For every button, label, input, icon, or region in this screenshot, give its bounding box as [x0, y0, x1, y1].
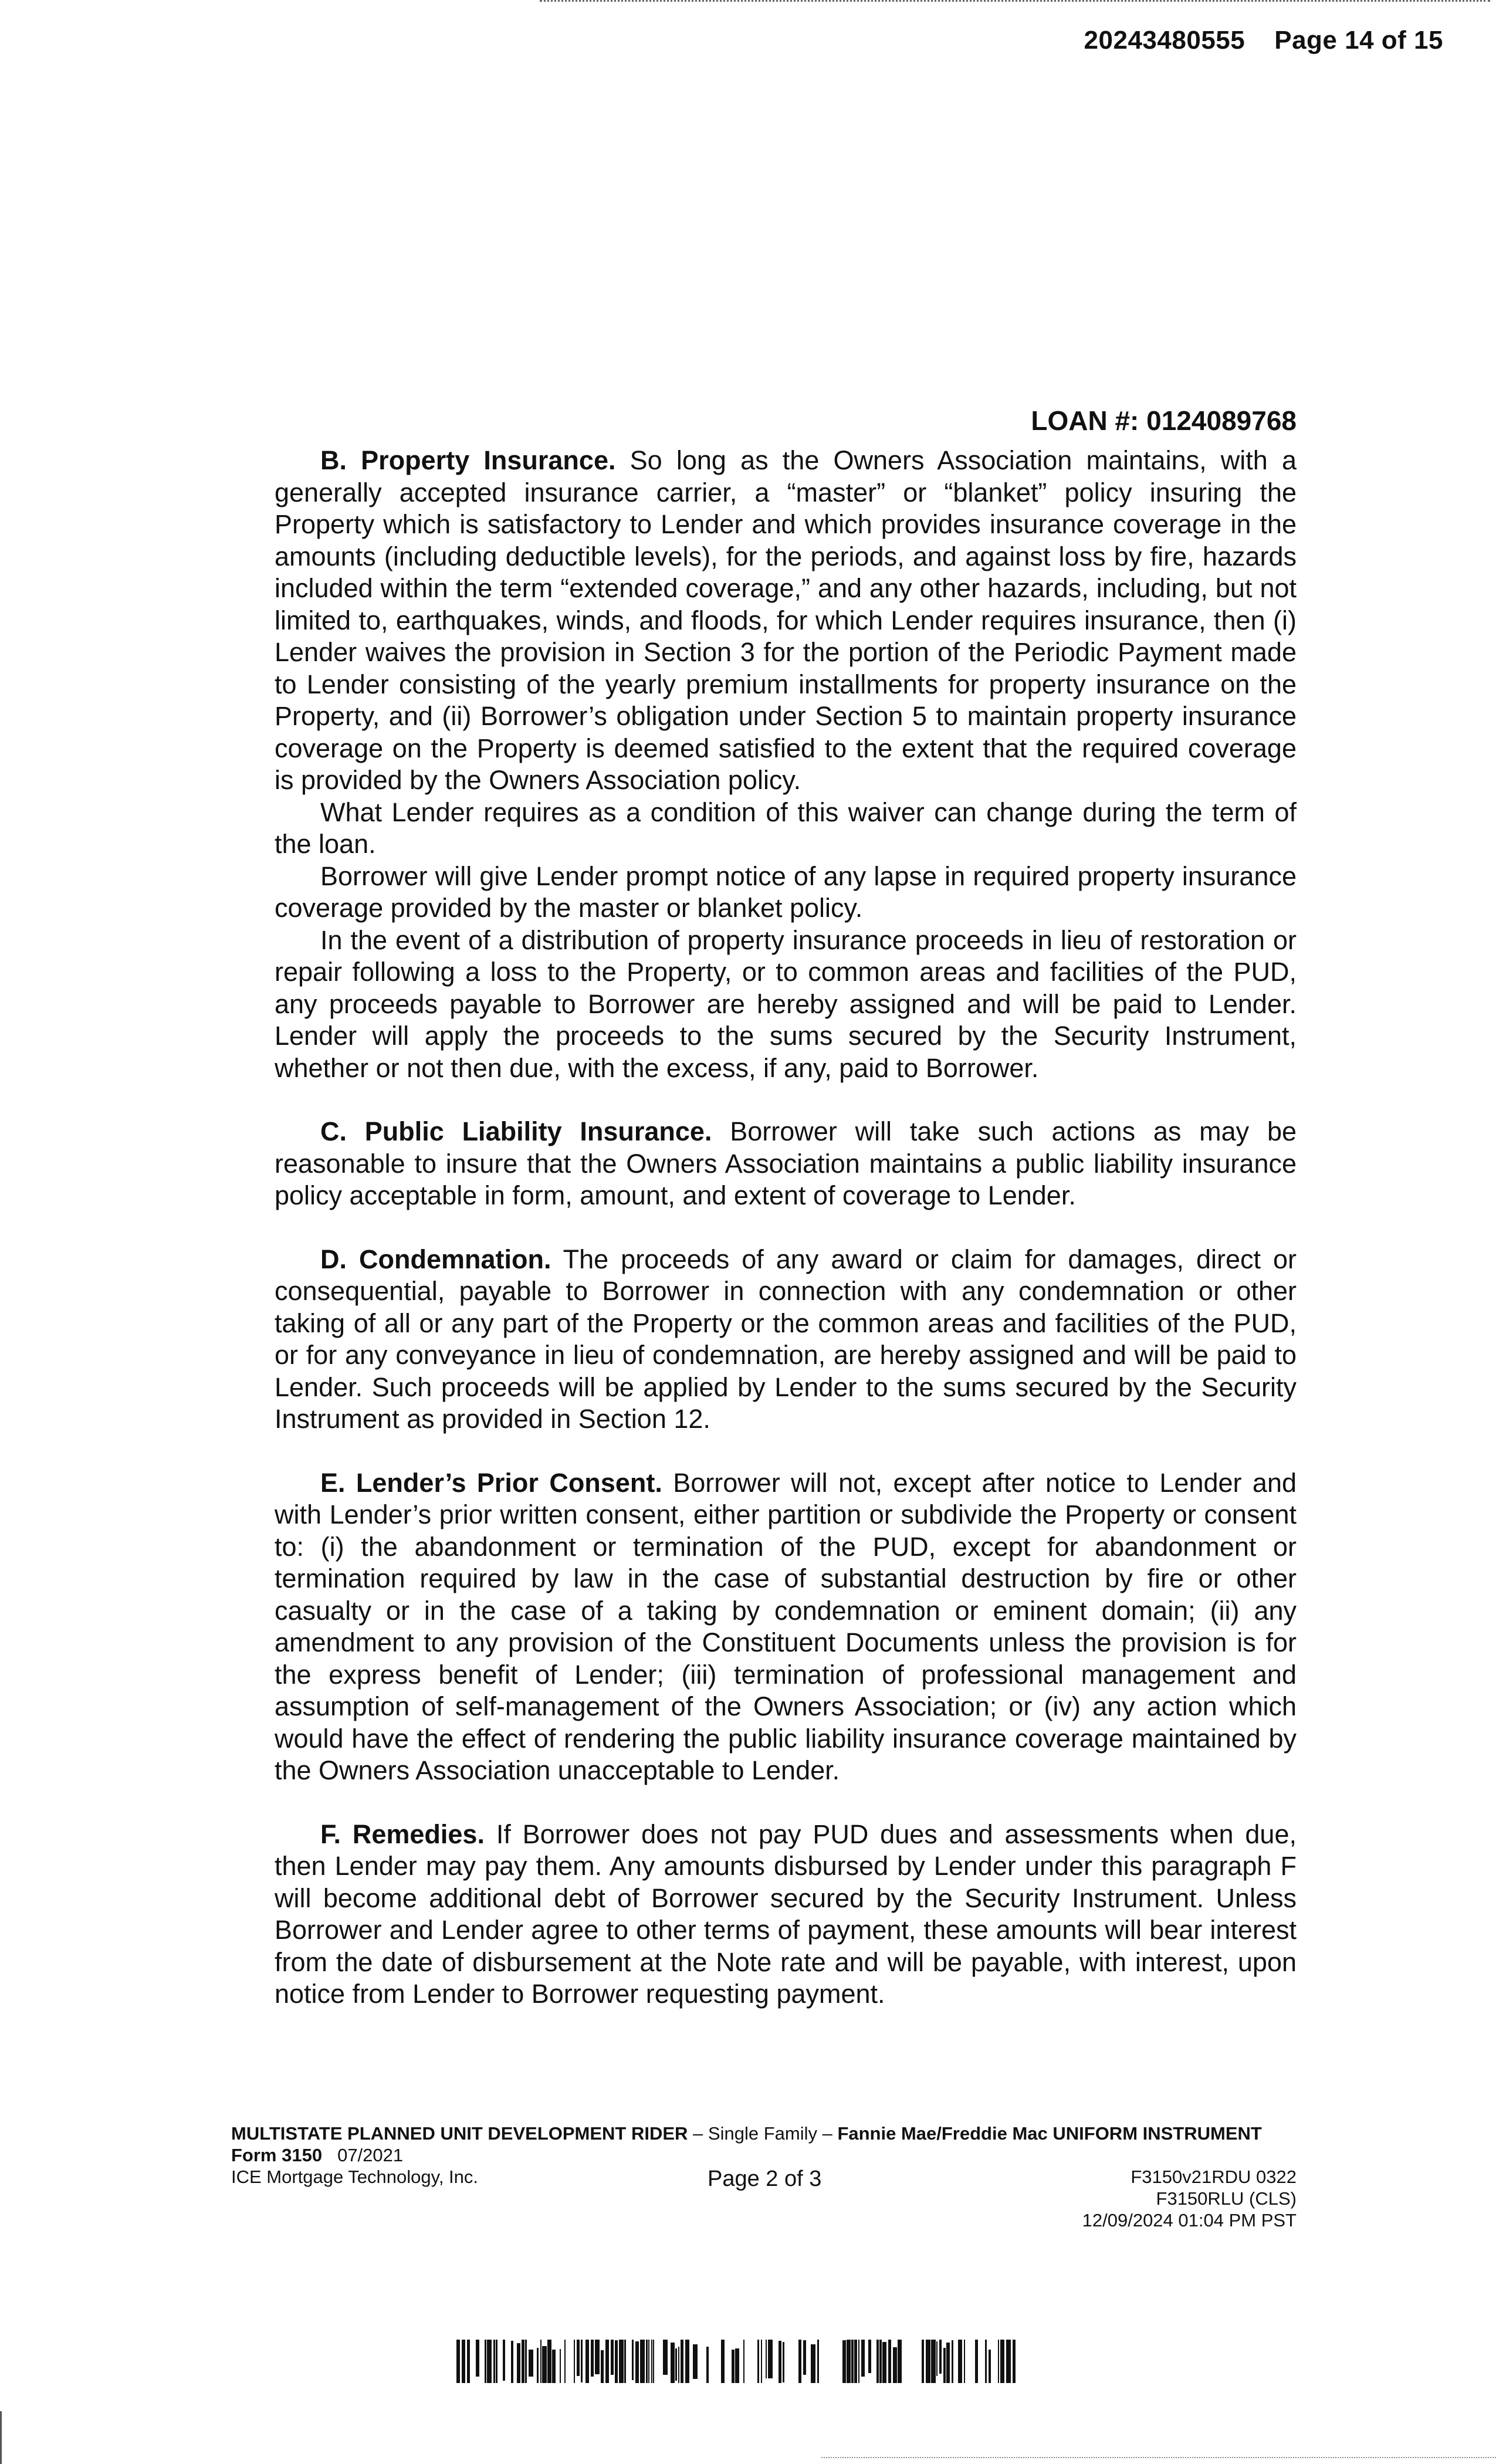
- scan-edge-mark: [0, 2411, 2, 2464]
- form-footer: [231, 2123, 1297, 2236]
- section-b-text: So long as the Owners Association maintains, with a generally accepted insurance carrier, a “master” or “blanket” policy insuring the Property which is satisfactory to Lender and which provides insurance coverage in the amounts (including deductible levels), for the periods, and against loss by fire, hazards included within the term “extended coverage,” and any other hazards, including, but not limited to, earthquakes, winds, and floods, for which Lender requires insurance, then (i) Lender waives the provision in Section 3 for the portion of the Periodic Payment made to Lender consisting of the yearly premium installments for property insurance on the Property, and (ii) Borrower’s obligation under Section 5 to maintain property insurance coverage on the Property is deemed satisfied to the extent that the required coverage is provided by the Owners Association policy.: [275, 445, 1297, 795]
- footer-form-number: Form 3150 07/2021: [231, 2145, 404, 2165]
- section-c: [275, 1116, 1297, 1212]
- section-b-para4: In the event of a distribution of property insurance proceeds in lieu of restoration or repair following a loss to the Property, or to common areas and facilities of the PUD, any proceeds payable to Borrower are hereby assigned and will be paid to Lender. Lender will apply the proceeds to the sums secured by the Security Instrument, whether or not then due, with the excess, if any, paid to Borrower.: [275, 925, 1297, 1083]
- fax-header: [1084, 26, 1443, 55]
- section-e: [275, 1467, 1297, 1787]
- section-d-heading: D. Condemnation.: [320, 1244, 551, 1274]
- section-c-heading: C. Public Liability Insurance.: [320, 1116, 712, 1146]
- section-f-text: If Borrower does not pay PUD dues and assessments when due, then Lender may pay them. Any amounts disbursed by Lender under this paragraph F will become additional debt of Borrower secured by the Security Instrument. Unless Borrower and Lender agree to other terms of payment, these amounts will bear interest from the date of disbursement at the Note rate and will be payable, with interest, upon notice from Lender to Borrower requesting payment.: [275, 1819, 1297, 2009]
- page-label: Page 14 of 15: [1274, 26, 1443, 55]
- footer-page-number: Page 2 of 3: [708, 2167, 822, 2191]
- rider-body: [275, 445, 1297, 2011]
- footer-company: ICE Mortgage Technology, Inc.: [231, 2167, 479, 2187]
- section-f: [275, 1819, 1297, 2011]
- section-e-text: Borrower will not, except after notice to Lender and with Lender’s prior written consent, either partition or subdivide the Property or consent to: (i) the abandonment or termination of the PUD, except for abandonment or termination required by law in the case of substantial destruction by fire or other casualty or in the case of a taking by condemnation or eminent domain; (ii) any amendment to any provision of the Constituent Documents unless the provision is for the express benefit of Lender; (iii) termination of professional management and assumption of self-management of the Owners Association; or (iv) any action which would have the effect of rendering the public liability insurance coverage maintained by the Owners Association unacceptable to Lender.: [275, 1467, 1297, 1785]
- section-b-para3: Borrower will give Lender prompt notice of any lapse in required property insurance coverage provided by the master or blanket policy.: [275, 861, 1297, 923]
- loan-number: LOAN #: 0124089768: [1031, 405, 1297, 436]
- top-scan-rule: [540, 0, 1490, 3]
- barcode-graphic: [456, 2340, 1020, 2383]
- section-b-para2: What Lender requires as a condition of this waiver can change during the term of the loan.: [275, 797, 1297, 859]
- section-d-text: The proceeds of any award or claim for damages, direct or consequential, payable to Borrower in connection with any condemnation or other taking of all or any part of the Property or the common areas and facilities of the PUD, or for any conveyance in lieu of condemnation, are hereby assigned and will be paid to Lender. Such proceeds will be applied by Lender to the sums secured by the Security Instrument as provided in Section 12.: [275, 1244, 1297, 1434]
- footer-codes: F3150v21RDU 0322 F3150RLU (CLS) 12/09/2024 01:04 PM PST: [1082, 2167, 1297, 2231]
- section-d: [275, 1244, 1297, 1436]
- section-c-text: Borrower will take such actions as may be reasonable to insure that the Owners Association maintains a public liability insurance policy acceptable in form, amount, and extent of coverage to Lender.: [275, 1116, 1297, 1210]
- section-e-heading: E. Lender’s Prior Consent.: [320, 1467, 662, 1498]
- section-b: [275, 445, 1297, 797]
- section-b-heading: B. Property Insurance.: [320, 445, 616, 475]
- section-f-heading: F. Remedies.: [320, 1819, 485, 1849]
- document-number: 20243480555: [1084, 26, 1245, 55]
- footer-title: MULTISTATE PLANNED UNIT DEVELOPMENT RIDER – Single Family – Fannie Mae/Freddie Mac UNIFORM INSTRUMENT: [231, 2123, 1262, 2144]
- bottom-scan-rule: [821, 2457, 1496, 2458]
